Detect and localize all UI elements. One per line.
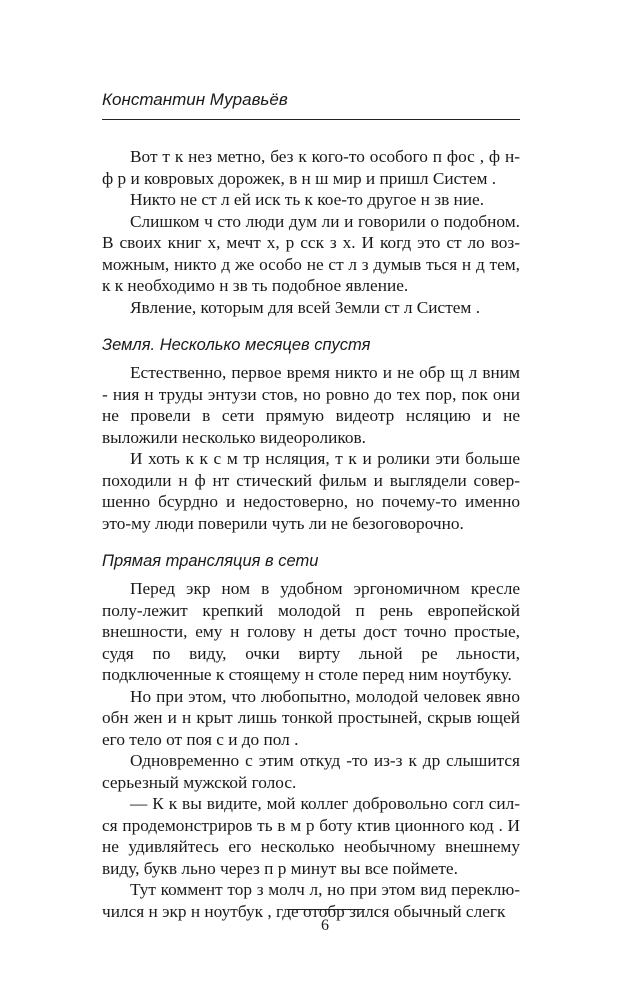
- body-text: [102, 146, 520, 922]
- paragraph: Явление, которым для всей Земли ст л Систем .: [130, 297, 481, 317]
- paragraph: Одновременно с этим откуд -то из-з к др слышится серьезный мужской голос.: [102, 751, 520, 792]
- header-rule: [102, 119, 520, 120]
- paragraph: Но при этом, что любопытно, молодой человек явно обн жен и н крыт лишь тонкой простыней, скрыв ющей его тело от поя с и до пол .: [102, 686, 520, 749]
- paragraph: Слишком ч сто люди дум ли и говорили о подобном. В своих книг х, мечт х, р сск з х. И когд это ст ло воз-можным, никто д же особо не ст л з думыв ться н д тем, к к необходимо н зв ть подобное явление.: [102, 211, 520, 295]
- paragraph: И хоть к к с м тр нсляция, т к и ролики эти больше походили н ф нт стический фильм и выглядели совер-шенно бсурдно и недостоверно, но почему-то именно это-му люди поверили чуть ли не безоговорочно.: [102, 449, 520, 533]
- paragraph: Перед экр ном в удобном эргономичном кресле полу-лежит крепкий молодой п рень европейской внешности, ему н голову н деты дост точно простые, судя по виду, очки вирту льной ре льности, подключенные к стоящему н столе перед ним ноутбуку.: [102, 579, 520, 684]
- paragraph: — К к вы видите, мой коллег добровольно согл сил-ся продемонстриров ть в м р боту ктив ционного код . И не удивляйтесь его несколько необычному внешнему виду, букв льно через п р минут вы все поймете.: [102, 794, 520, 878]
- running-head-author: Константин Муравьёв: [102, 90, 288, 109]
- paragraph: Естественно, первое время никто и не обр щ л вним - ния н труды энтузи стов, но ровно до тех пор, пок они не провели в сети прямую видеотр нсляцию и не выложили несколько видеороликов.: [102, 363, 520, 447]
- footer-rule: [287, 909, 365, 910]
- section-heading: Прямая трансляция в сети: [102, 552, 319, 570]
- paragraph: Вот т к нез метно, без к кого-то особого п фос , ф н-ф р и ковровых дорожек, в н ш мир и пришл Систем .: [102, 147, 520, 188]
- page-number: 6: [321, 917, 329, 934]
- paragraph: Тут коммент тор з молч л, но при этом вид переклю-чился н экр н ноутбук , где отобр зился обычный слегк: [102, 880, 520, 921]
- paragraph: Никто не ст л ей иск ть к кое-то другое н зв ние.: [130, 190, 485, 209]
- section-heading: Земля. Несколько месяцев спустя: [102, 336, 371, 354]
